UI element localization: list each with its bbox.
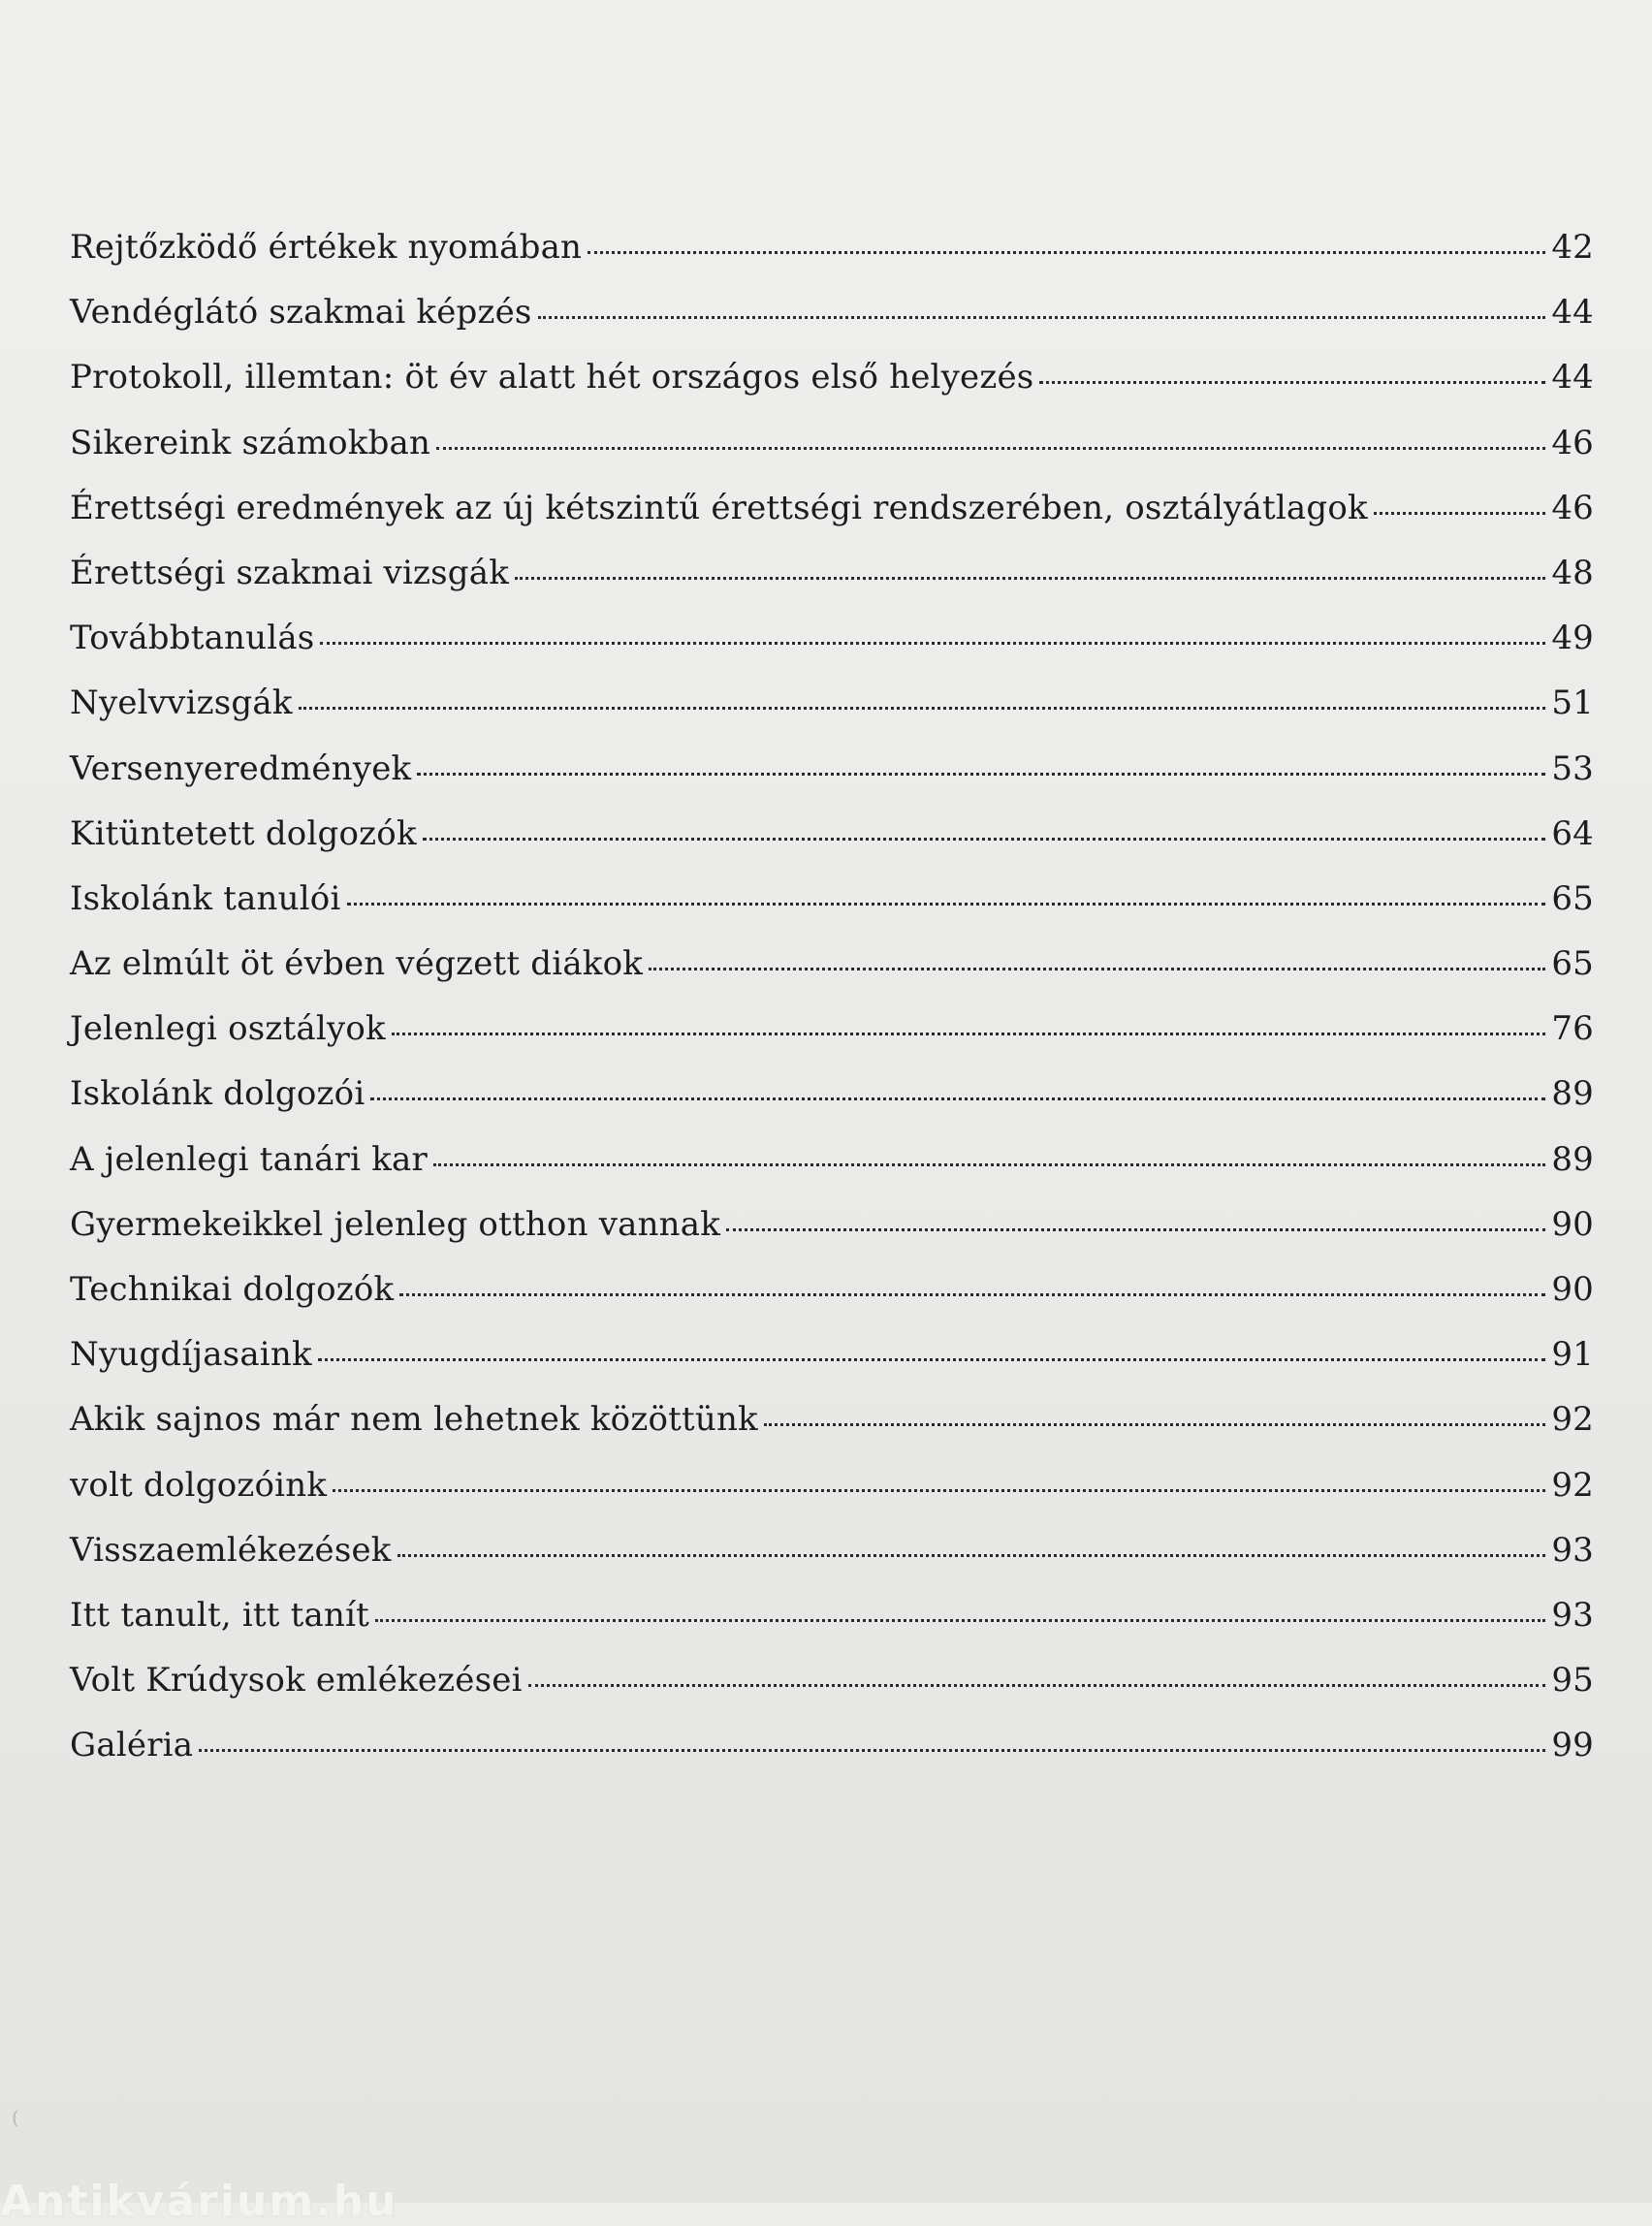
toc-entry	[70, 1518, 1594, 1583]
toc-entry-title: Galéria	[70, 1726, 194, 1765]
toc-entry	[70, 606, 1594, 671]
toc-dot-leader	[199, 1747, 1545, 1752]
toc-entry-page-number: 65	[1551, 944, 1594, 984]
toc-dot-leader	[347, 901, 1546, 906]
toc-entry-title: Volt Krúdysok emlékezései	[70, 1661, 523, 1701]
toc-dot-leader	[433, 1161, 1545, 1166]
toc-entry-page-number: 92	[1551, 1400, 1594, 1440]
toc-entry-title: Az elmúlt öt évben végzett diákok	[70, 944, 644, 984]
toc-entry-page-number: 90	[1551, 1270, 1594, 1309]
toc-entry	[70, 671, 1594, 736]
toc-entry-title: Akik sajnos már nem lehetnek közöttünk	[70, 1400, 758, 1440]
toc-entry	[70, 932, 1594, 997]
toc-entry-page-number: 90	[1551, 1204, 1594, 1244]
toc-entry	[70, 411, 1594, 476]
table-of-contents	[70, 215, 1594, 1779]
toc-entry-title: Iskolánk dolgozói	[70, 1074, 365, 1114]
toc-entry-page-number: 46	[1551, 488, 1594, 527]
toc-entry-page-number: 44	[1551, 358, 1594, 398]
toc-dot-leader	[538, 314, 1546, 319]
toc-dot-leader	[333, 1487, 1545, 1492]
toc-entry-page-number: 89	[1551, 1074, 1594, 1114]
toc-entry-title: Vendéglátó szakmai képzés	[70, 293, 532, 333]
toc-entry-page-number: 93	[1551, 1530, 1594, 1570]
toc-entry	[70, 1648, 1594, 1713]
toc-entry-title: Itt tanult, itt tanít	[70, 1595, 370, 1635]
toc-entry	[70, 1713, 1594, 1778]
watermark: Antikvárium.hu	[0, 2177, 398, 2226]
toc-entry-title: Gyermekeikkel jelenleg otthon vannak	[70, 1204, 721, 1244]
toc-dot-leader	[370, 1096, 1545, 1100]
toc-entry-page-number: 65	[1551, 878, 1594, 918]
toc-entry	[70, 1062, 1594, 1127]
toc-dot-leader	[726, 1226, 1545, 1231]
toc-entry-title: Versenyeredmények	[70, 748, 412, 788]
toc-entry-title: Iskolánk tanulói	[70, 878, 341, 918]
toc-entry-page-number: 95	[1551, 1661, 1594, 1701]
toc-entry-page-number: 44	[1551, 293, 1594, 333]
toc-entry-title: Technikai dolgozók	[70, 1270, 395, 1309]
toc-entry-title: Rejtőzködő értékek nyomában	[70, 228, 583, 267]
toc-entry	[70, 1583, 1594, 1648]
toc-entry-page-number: 92	[1551, 1465, 1594, 1505]
toc-entry	[70, 737, 1594, 802]
toc-entry-title: Érettségi szakmai vizsgák	[70, 553, 510, 592]
toc-dot-leader	[318, 1356, 1546, 1361]
toc-entry-title: Protokoll, illemtan: öt év alatt hét országos első helyezés	[70, 358, 1034, 398]
toc-entry	[70, 476, 1594, 541]
toc-entry	[70, 1387, 1594, 1452]
toc-dot-leader	[375, 1617, 1545, 1622]
toc-entry-title: Nyugdíjasaink	[70, 1335, 312, 1375]
toc-entry	[70, 1192, 1594, 1257]
toc-entry	[70, 1322, 1594, 1387]
toc-dot-leader	[397, 1552, 1546, 1557]
toc-dot-leader	[588, 249, 1545, 254]
toc-dot-leader	[417, 771, 1545, 776]
toc-entry-page-number: 99	[1551, 1726, 1594, 1765]
toc-entry-title: A jelenlegi tanári kar	[70, 1139, 428, 1179]
toc-entry	[70, 1257, 1594, 1322]
toc-entry-page-number: 46	[1551, 423, 1594, 462]
toc-dot-leader	[423, 836, 1546, 841]
corner-mark: (	[12, 2106, 19, 2129]
toc-entry	[70, 1128, 1594, 1192]
toc-entry-title: volt dolgozóink	[70, 1465, 328, 1505]
toc-entry-page-number: 53	[1551, 748, 1594, 788]
toc-entry-page-number: 42	[1551, 228, 1594, 267]
toc-entry	[70, 867, 1594, 932]
toc-dot-leader	[320, 640, 1545, 645]
toc-dot-leader	[392, 1031, 1546, 1035]
toc-entry-page-number: 48	[1551, 553, 1594, 592]
toc-dot-leader	[299, 705, 1546, 710]
toc-dot-leader	[649, 966, 1545, 970]
toc-entry-title: Sikereink számokban	[70, 423, 431, 462]
toc-entry-page-number: 89	[1551, 1139, 1594, 1179]
toc-entry	[70, 802, 1594, 867]
toc-entry	[70, 345, 1594, 410]
toc-dot-leader	[436, 445, 1545, 450]
toc-entry	[70, 1453, 1594, 1518]
toc-entry-page-number: 76	[1551, 1009, 1594, 1049]
toc-entry-page-number: 64	[1551, 813, 1594, 853]
toc-dot-leader	[1374, 510, 1546, 515]
toc-entry-title: Kitüntetett dolgozók	[70, 813, 417, 853]
toc-entry	[70, 997, 1594, 1062]
toc-entry	[70, 280, 1594, 345]
toc-entry-page-number: 51	[1551, 684, 1594, 723]
toc-dot-leader	[528, 1682, 1546, 1687]
toc-entry-title: Továbbtanulás	[70, 619, 315, 658]
toc-dot-leader	[399, 1291, 1545, 1296]
toc-entry	[70, 215, 1594, 280]
toc-entry	[70, 541, 1594, 606]
toc-dot-leader	[1039, 379, 1545, 384]
toc-entry-page-number: 93	[1551, 1595, 1594, 1635]
toc-entry-title: Érettségi eredmények az új kétszintű érettségi rendszerében, osztályátlagok	[70, 488, 1368, 527]
toc-entry-page-number: 49	[1551, 619, 1594, 658]
toc-entry-title: Nyelvvizsgák	[70, 684, 293, 723]
toc-entry-title: Jelenlegi osztályok	[70, 1009, 386, 1049]
toc-dot-leader	[515, 575, 1545, 580]
toc-entry-title: Visszaemlékezések	[70, 1530, 392, 1570]
toc-entry-page-number: 91	[1551, 1335, 1594, 1375]
toc-dot-leader	[764, 1421, 1545, 1426]
